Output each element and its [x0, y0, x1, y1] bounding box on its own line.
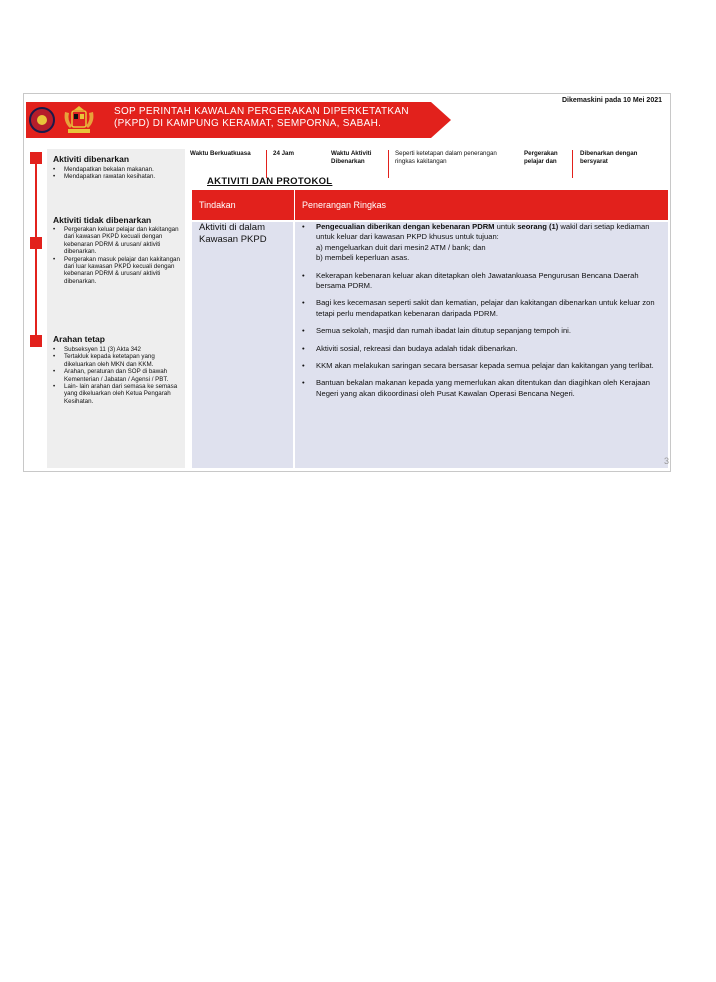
item1-bold: Pengecualian diberikan dengan kebenaran PDRM: [316, 222, 495, 231]
list-item: • Mendapatkan bekalan makanan.: [53, 166, 183, 173]
national-crest-icon: [62, 104, 96, 136]
page-number: 3: [664, 456, 670, 466]
directive-list: [53, 346, 183, 405]
list-item: [302, 222, 666, 264]
not-allowed-marker-icon: [30, 237, 42, 249]
info-separator: [572, 150, 573, 178]
table-header: [192, 190, 668, 220]
sidebar-divider-line: [35, 164, 37, 344]
item1-mid: untuk: [494, 222, 518, 231]
list-item: • Tertakluk kepada ketetapan yang dikeluarkan oleh MKN dan KKM.: [53, 353, 183, 368]
banner-title-line1: SOP PERINTAH KAWALAN PERGERAKAN DIPERKETATKAN: [114, 106, 409, 117]
slide: [23, 93, 671, 472]
info-separator: [266, 150, 267, 178]
list-item: • Aktiviti sosial, rekreasi dan budaya adalah tidak dibenarkan.: [302, 344, 666, 354]
not-allowed-heading: Aktiviti tidak dibenarkan: [53, 215, 152, 225]
col-header-description: Penerangan Ringkas: [302, 200, 387, 210]
list-item: • KKM akan melakukan saringan secara bersasar kepada semua pelajar dan kakitangan yang terlibat.: [302, 361, 666, 371]
item1-sub-b: b) membeli keperluan asas.: [316, 253, 410, 263]
movement-label: Pergerakan pelajar dan: [524, 150, 558, 165]
movement-value: Dibenarkan dengan bersyarat: [580, 150, 638, 165]
item1-sub-a: a) mengeluarkan duit dari mesin2 ATM / bank; dan: [316, 242, 486, 252]
sidebar: [47, 149, 185, 468]
list-item: • Pergerakan keluar pelajar dan kakitangan dari kawasan PKPD kecuali dengan kebenaran PDRM & urusan/ aktiviti dibenarkan.: [53, 226, 183, 256]
list-item: • Kekerapan kebenaran keluar akan ditetapkan oleh Jawatankuasa Pengurusan Bencana Daerah bersama PDRM.: [302, 271, 666, 292]
allowed-list: [53, 166, 183, 181]
item1-bold2: seorang (1): [517, 222, 559, 231]
list-item: • Mendapatkan rawatan kesihatan.: [53, 173, 183, 180]
activity-time-label: Waktu Aktiviti Dibenarkan: [331, 150, 372, 165]
section-title: AKTIVITI DAN PROTOKOL: [207, 176, 333, 187]
table-cell-description: [302, 222, 666, 406]
list-item: • Semua sekolah, masjid dan rumah ibadat lain ditutup sepanjang tempoh ini.: [302, 326, 666, 336]
list-item: • Arahan, peraturan dan SOP di bawah Kementerian / Jabatan / Agensi / PBT.: [53, 368, 183, 383]
list-item: • Bantuan bekalan makanan kepada yang memerlukan akan ditentukan dan diagihkan oleh Kerajaan Negeri yang akan dikoordinasi oleh Pusat Kawalan Operasi Bencana Negeri.: [302, 378, 666, 399]
list-item: • Pergerakan masuk pelajar dan kakitangan dari luar kawasan PKPD kecuali dengan kebenaran PDRM & urusan/ aktiviti dibenarkan.: [53, 256, 183, 286]
list-item: • Bagi kes kecemasan seperti sakit dan kematian, pelajar dan kakitangan dibenarkan untuk keluar zon tetapi perlu mendapatkan kebenaran daripada PDRM.: [302, 298, 666, 319]
allowed-heading: Aktiviti dibenarkan: [53, 154, 130, 164]
not-allowed-list: [53, 226, 183, 285]
col-header-action: Tindakan: [199, 200, 236, 210]
allowed-marker-icon: [30, 152, 42, 164]
directive-heading: Arahan tetap: [53, 334, 105, 344]
list-item: • Lain- lain arahan dari semasa ke semasa yang dikeluarkan oleh Ketua Pengarah Kesihatan.: [53, 383, 183, 405]
activity-time-value: Seperti ketetapan dalam penerangan ringkas kakitangan: [395, 150, 497, 165]
hours-value: 24 Jam: [273, 150, 294, 157]
info-separator: [388, 150, 389, 178]
header-divider: [294, 190, 295, 220]
list-item: • Subseksyen 11 (3) Akta 342: [53, 346, 183, 353]
police-logo-icon: [29, 107, 55, 133]
item1-rest: wakil dari setiap kediaman untuk keluar dari kawasan PKPD khusus untuk tujuan:: [316, 222, 650, 242]
table-cell-action-bg: [192, 222, 293, 468]
hours-label: Waktu Berkuatkuasa: [190, 150, 251, 157]
banner-title: [114, 106, 444, 130]
updated-date: Dikemaskini pada 10 Mei 2021: [562, 97, 662, 104]
banner-title-line2: (PKPD) DI KAMPUNG KERAMAT, SEMPORNA, SABAH.: [114, 118, 382, 129]
table-cell-action: Aktiviti di dalam Kawasan PKPD: [199, 222, 267, 245]
directive-marker-icon: [30, 335, 42, 347]
